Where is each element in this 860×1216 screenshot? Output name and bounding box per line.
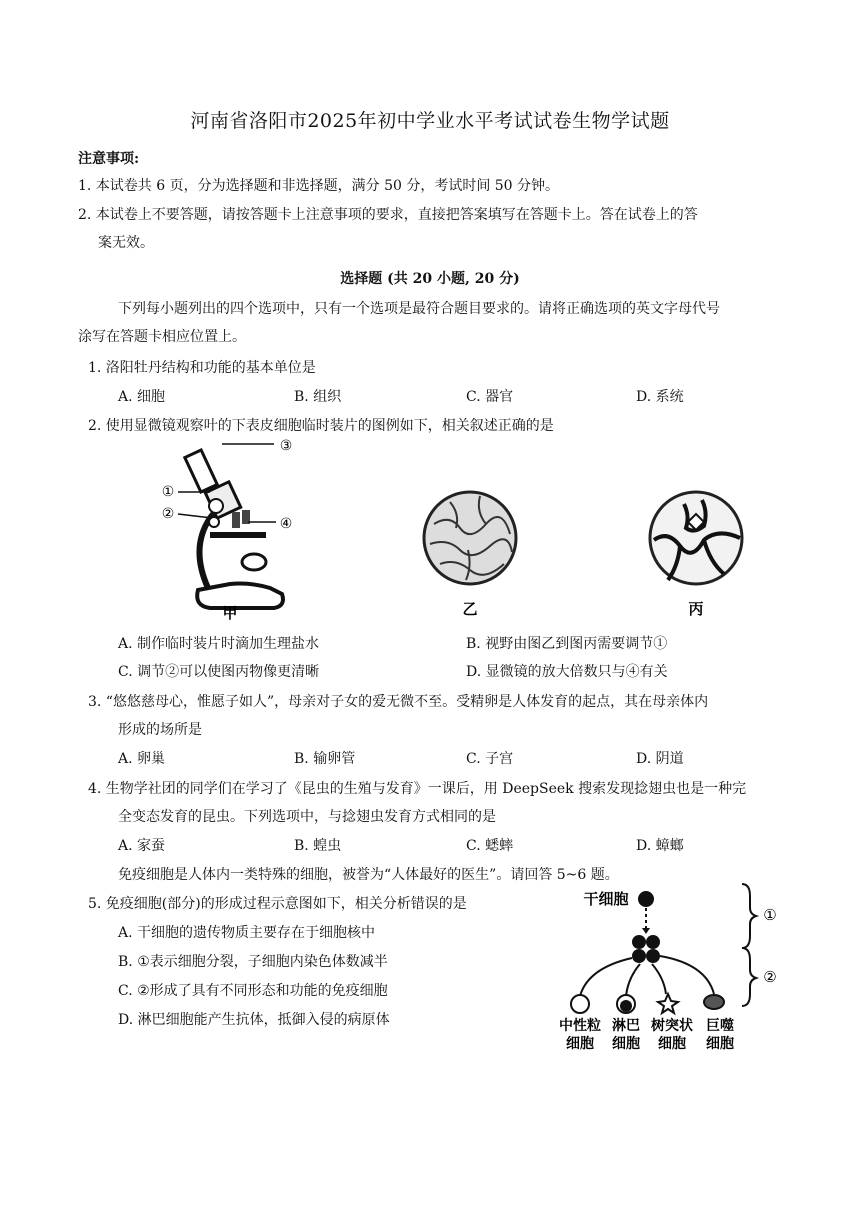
marker-1: ①	[161, 484, 175, 500]
section-heading: 选择题 (共 20 小题, 20 分)	[340, 271, 520, 287]
section-intro-1: 下列每小题列出的四个选项中，只有一个选项是最符合题目要求的。请将正确选项的英文字母代号	[118, 301, 720, 317]
q2-option-b: B. 视野由图乙到图丙需要调节①	[466, 636, 668, 652]
lymphocyte-label-2: 细胞	[612, 1036, 640, 1052]
q4-option-c: C. 蟋蟀	[466, 838, 514, 854]
dendritic-cell-icon	[658, 994, 678, 1013]
notice-item-1: 1. 本试卷共 6 页，分为选择题和非选择题，满分 50 分，考试时间 50 分钟。	[78, 178, 560, 194]
stem-cell-label: 干细胞	[583, 890, 629, 908]
q3-stem-1: 3. “悠悠慈母心，惟愿子如人”，母亲对子女的爱无微不至。受精卵是人体发育的起点，其在母亲体内	[88, 694, 709, 710]
macrophage-icon	[704, 995, 724, 1009]
q1-option-a: A. 细胞	[118, 389, 166, 405]
notice-item-2: 2. 本试卷上不要答题，请按答题卡上注意事项的要求，直接把答案填写在答题卡上。答在试卷上的答	[78, 207, 698, 223]
q1-option-b: B. 组织	[294, 389, 342, 405]
neutrophil-label-1: 中性粒	[559, 1018, 601, 1034]
q1-option-c: C. 器官	[466, 389, 514, 405]
q1-stem: 1. 洛阳牡丹结构和功能的基本单位是	[88, 360, 316, 376]
macrophage-label-1: 巨噬	[706, 1018, 734, 1034]
q4-option-a: A. 家蚕	[118, 838, 166, 854]
brace-label-2: ②	[763, 968, 777, 986]
q4-option-d: D. 蟑螂	[636, 838, 684, 854]
q2-option-a: A. 制作临时装片时滴加生理盐水	[118, 636, 320, 652]
q5-option-d: D. 淋巴细胞能产生抗体，抵御入侵的病原体	[118, 1012, 390, 1028]
brace-label-1: ①	[763, 906, 777, 924]
marker-3: ③	[279, 438, 293, 454]
q3-stem-2: 形成的场所是	[118, 722, 202, 738]
marker-2: ②	[161, 506, 175, 522]
notice-item-2-cont: 案无效。	[98, 235, 154, 251]
q4-stem-1: 4. 生物学社团的同学们在学习了《昆虫的生殖与发育》一课后，用 DeepSeek 搜索发现捻翅虫也是一种完	[88, 781, 747, 797]
macrophage-label-2: 细胞	[706, 1036, 734, 1052]
q1-option-d: D. 系统	[636, 389, 684, 405]
q5-option-a: A. 干细胞的遗传物质主要存在于细胞核中	[118, 925, 376, 941]
q2-option-c: C. 调节②可以使图丙物像更清晰	[118, 664, 320, 680]
q5-stem: 5. 免疫细胞(部分)的形成过程示意图如下，相关分析错误的是	[88, 896, 467, 912]
page-title: 河南省洛阳市2025年初中学业水平考试试卷生物学试题	[190, 110, 670, 132]
field-of-view-bing	[644, 484, 748, 624]
immune-cell-diagram	[548, 878, 784, 1058]
q3-option-c: C. 子宫	[466, 751, 514, 767]
q4-stem-2: 全变态发育的昆虫。下列选项中，与捻翅虫发育方式相同的是	[118, 809, 496, 825]
section-intro-2: 涂写在答题卡相应位置上。	[78, 329, 246, 345]
marker-4: ④	[279, 516, 293, 532]
shared-intro: 免疫细胞是人体内一类特殊的细胞，被誉为“人体最好的医生”。请回答 5~6 题。	[118, 867, 619, 883]
dendritic-label-2: 细胞	[658, 1036, 686, 1052]
q4-option-b: B. 蝗虫	[294, 838, 342, 854]
q5-option-b: B. ①表示细胞分裂，子细胞内染色体数减半	[118, 954, 388, 970]
q3-option-d: D. 阴道	[636, 751, 684, 767]
dendritic-label-1: 树突状	[651, 1018, 693, 1034]
neutrophil-label-2: 细胞	[566, 1036, 594, 1052]
q5-option-c: C. ②形成了具有不同形态和功能的免疫细胞	[118, 983, 388, 999]
q3-option-b: B. 输卵管	[294, 751, 356, 767]
notice-heading: 注意事项:	[78, 151, 140, 167]
q3-option-a: A. 卵巢	[118, 751, 166, 767]
figure-label-bing: 丙	[688, 600, 704, 618]
lymphocyte-label-1: 淋巴	[612, 1018, 640, 1034]
figure-label-jia: 甲	[222, 604, 238, 622]
q2-option-d: D. 显微镜的放大倍数只与④有关	[466, 664, 668, 680]
neutrophil-icon	[571, 995, 589, 1013]
figure-label-yi: 乙	[462, 600, 478, 618]
q2-stem: 2. 使用显微镜观察叶的下表皮细胞临时装片的图例如下，相关叙述正确的是	[88, 418, 554, 434]
field-of-view-yi	[420, 484, 520, 624]
microscope-figure	[150, 438, 310, 622]
stem-cell-icon	[638, 891, 654, 907]
